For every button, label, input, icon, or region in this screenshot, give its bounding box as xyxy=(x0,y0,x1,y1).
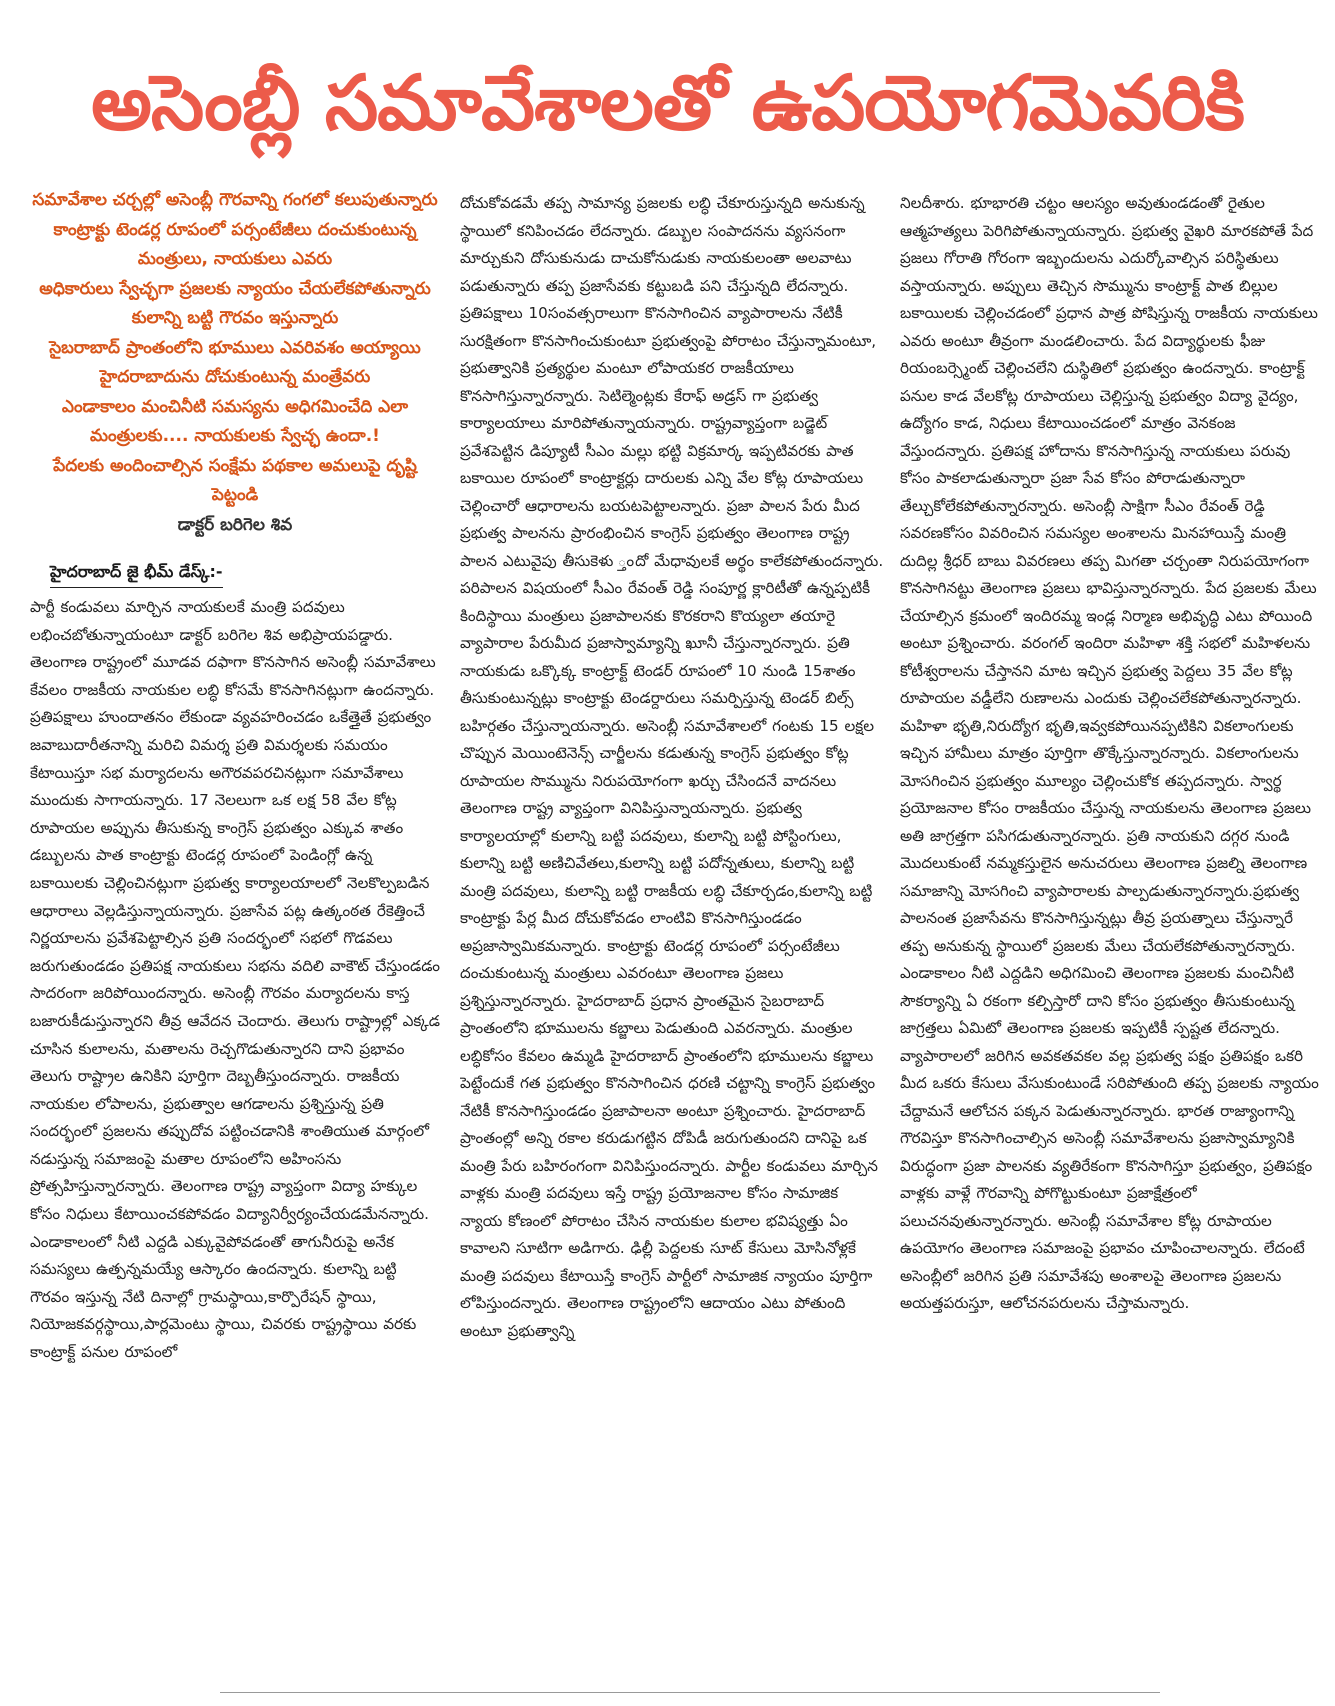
bottom-divider xyxy=(220,1692,1160,1693)
highlights-box xyxy=(30,186,440,540)
highlight-item: హైదరాబాదును దోచుకుంటున్న మంత్రేవరు xyxy=(99,367,371,387)
headline: అసెంబ్లీ సమావేశాలతో ఉపయోగమెవరికి xyxy=(91,58,1244,147)
article-column-3-text: నిలదీశారు. భూభారతి చట్టం ఆలస్యం అవుతుండడంతో రైతుల ఆత్మహత్యలు పెరిగిపోతున్నాయన్నారు. ప్రభుత్వ వైఖరి మారకపోతే పేద ప్రజలు గోరాతి గోరంగా ఇబ్బందులను ఎదుర్కోవాల్సిన పరిస్థితులు వస్తాయన్నారు. అప్పులు తెచ్చిన సొమ్మును కాంట్రాక్ట్ పాత బిల్లుల బకాయిలకు చెల్లించడంలో ప్రధాన పాత్ర పోషిస్తున్న రాజకీయ నాయకులు ఎవరు అంటూ తీవ్రంగా మండలించారు. పేద విద్యార్థులకు ఫీజు రియంబర్స్మెంట్ చెల్లించలేని దుస్థితిలో ప్రభుత్వం ఉందన్నారు. కాంట్రాక్ట్ పనుల కాడ వేలకోట్ల రూపాయలు చెల్లిస్తున్న ప్రభుత్వం విద్యా వైద్యం, ఉద్యోగం కాడ, నిధులు కేటాయించడంలో మాత్రం వెనకంజ వేస్తుందన్నారు. ప్రతిపక్ష హోదాను కొనసాగిస్తున్న నాయకులు పరువు కోసం పాకలాడుతున్నారా ప్రజా సేవ కోసం పోరాడుతున్నారా తేల్చుకోలేకపోతున్నారన్నారు. అసెంబ్లీ సాక్షిగా సీఎం రేవంత్ రెడ్డి సవరణకోసం వివరించిన సమస్యల అంశాలను మినహాయిస్తే మంత్రి దుదిల్ల శ్రీధర్ బాబు వివరణలు తప్ప మిగతా చర్చంతా నిరుపయోగంగా కొనసాగినట్టు తెలంగాణ ప్రజలు భావిస్తున్నారన్నారు. పేద ప్రజలకు మేలు చేయాల్సిన క్రమంలో ఇందిరమ్మ ఇండ్ల నిర్మాణ అభివృద్ధి ఎటు పోయింది అంటూ ప్రశ్నించారు. వరంగల్ ఇందిరా మహిళా శక్తి సభలో మహిళలను కోటీశ్వరాలను చేస్తానని మాట ఇచ్చిన ప్రభుత్వ పెద్దలు 35 వేల కోట్ల రూపాయల వడ్డీలేని రుణాలను ఎందుకు చెల్లించలేకపోతున్నారన్నారు. మహిళా భృతి,నిరుద్యోగ భృతి,ఇవ్వకపోయినప్పటికిని వికలాంగులకు ఇచ్చిన హామీలు మాత్రం పూర్తిగా తొక్కేస్తున్నారన్నారు. వికలాంగులను మోసగించిన ప్రభుత్వం మూల్యం చెల్లించుకోక తప్పదన్నారు. స్వార్థ ప్రయోజనాల కోసం రాజకీయం చేస్తున్న నాయకులను తెలంగాణ ప్రజలు అతి జాగ్రత్తగా పసిగడుతున్నారన్నారు. ప్రతి నాయకుని దగ్గర నుండి మొదలుకుంటే నమ్మకస్తులైన అనుచరులు తెలంగాణ ప్రజల్ని తెలంగాణ సమాజాన్ని మోసగించి వ్యాపారాలకు పాల్పడుతున్నారన్నారు.ప్రభుత్వ పాలనంత ప్రజాసేవను కొనసాగిస్తున్నట్లు తీవ్ర ప్రయత్నాలు చేస్తున్నారే తప్ప అనుకున్న స్థాయిలో ప్రజలకు మేలు చేయలేకపోతున్నారన్నారు. ఎండాకాలం నీటి ఎద్దడిని అధిగమించి తెలంగాణ ప్రజలకు మంచినీటి సౌకర్యాన్ని ఏ రకంగా కల్పిస్తారో దాని కోసం ప్రభుత్వం తీసుకుంటున్న జాగ్రత్తలు ఏమిటో తెలంగాణ ప్రజలకు ఇప్పటికీ స్పష్టత లేదన్నారు. వ్యాపారాలలో జరిగిన అవకతవకల వల్ల ప్రభుత్వ పక్షం ప్రతిపక్షం ఒకరి మీద ఒకరు కేసులు వేసుకుంటుండే సరిపోతుంది తప్ప ప్రజలకు న్యాయం చేద్దామనే ఆలోచన పక్కన పెడుతున్నారన్నారు. భారత రాజ్యాంగాన్ని గౌరవిస్తూ కొనసాగించాల్సిన అసెంబ్లీ సమావేశాలను ప్రజాస్వామ్యానికి విరుద్ధంగా ప్రజా పాలనకు వ్యతిరేకంగా కొనసాగిస్తూ ప్రభుత్వం, ప్రతిపక్షం వాళ్లకు వాళ్లే గౌరవాన్ని పోగొట్టుకుంటూ ప్రజాక్షేత్రంలో పలుచనవుతున్నారన్నారు. అసెంబ్లీ సమావేశాల కోట్ల రూపాయల ఉపయోగం తెలంగాణ సమాజంపై ప్రభావం చూపించాలన్నారు. లేదంటే అసెంబ్లీలో జరిగిన ప్రతి సమావేశపు అంశాలపై తెలంగాణ ప్రజలను అయత్తపరుస్తూ, ఆలోచనపరులను చేస్తామన్నారు. xyxy=(900,194,1319,1312)
article-column-2-text: దోచుకోవడమే తప్ప సామాన్య ప్రజలకు లబ్ధి చేకూరుస్తున్నది అనుకున్న స్థాయిలో కనిపించడం లేదన్నారు. డబ్బుల సంపాదనను వ్యసనంగా మార్చుకుని దోసుకునుడు దాచుకోనుడుకు నాయకులంతా అలవాటు పడుతున్నారు తప్ప ప్రజాసేవకు కట్టుబడి పని చేస్తున్నది లేదన్నారు. ప్రతిపక్షాలు 10సంవత్సరాలుగా కొనసాగించిన వ్యాపారాలను నేటికీ సురక్షితంగా కొనసాగించుకుంటూ ప్రభుత్వంపై పోరాటం చేస్తున్నామంటూ, ప్రభుత్వానికి ప్రత్యర్థుల మంటూ లోపాయకర రాజకీయాలు కొనసాగిస్తున్నారన్నారు. సెటిల్మెంట్లకు కేరాఫ్ అడ్రస్ గా ప్రభుత్వ కార్యాలయాలు మారిపోతున్నాయన్నారు. రాష్ట్రవ్యాప్తంగా బడ్జెట్ ప్రవేశపెట్టిన డిప్యూటీ సీఎం మల్లు భట్టి విక్రమార్క ఇప్పటివరకు పాత బకాయిల రూపంలో కాంట్రాక్టర్లు దారులకు ఎన్ని వేల కోట్ల రూపాయలు చెల్లించారో ఆధారాలను బయటపెట్టాలన్నారు. ప్రజా పాలన పేరు మీద ప్రభుత్వ పాలనను ప్రారంభించిన కాంగ్రెస్ ప్రభుత్వం తెలంగాణ రాష్ట్ర పాలన ఎటువైపు తీసుకెళు ్తందో మేధావులకే అర్థం కాలేకపోతుందన్నారు. పరిపాలన విషయంలో సీఎం రేవంత్ రెడ్డి సంపూర్ణ క్లారిటీతో ఉన్నప్పటికీ కిందిస్థాయి మంత్రులు ప్రజాపాలనకు కొరకరాని కొయ్యలా తయారై వ్యాపారాల పేరుమీద ప్రజాస్వామ్యాన్ని ఖూనీ చేస్తున్నారన్నారు. ప్రతి నాయకుడు ఒక్కొక్క కాంట్రాక్ట్ టెండర్ రూపంలో 10 నుండి 15శాతం తీసుకుంటున్నట్లు కాంట్రాక్టు టెండర్దారులు సమర్పిస్తున్న టెండర్ బిల్స్ బహిర్గతం చేస్తున్నాయన్నారు. అసెంబ్లీ సమావేశాలలో గంటకు 15 లక్షల చొప్పున మెయింటెనెన్స్ చార్జీలను కడుతున్న కాంగ్రెస్ ప్రభుత్వం కోట్ల రూపాయల సొమ్మును నిరుపయోగంగా ఖర్చు చేసిందనే వాదనలు తెలంగాణ రాష్ట్ర వ్యాప్తంగా వినిపిస్తున్నాయన్నారు. ప్రభుత్వ కార్యాలయాల్లో కులాన్ని బట్టి పదవులు, కులాన్ని బట్టి పోస్టింగులు, కులాన్ని బట్టి అణిచివేతలు,కులాన్ని బట్టి పదోన్నతులు, కులాన్ని బట్టి మంత్రి పదవులు, కులాన్ని బట్టి రాజకీయ లబ్ధి చేకూర్చడం,కులాన్ని బట్టి కాంట్రాక్టు పేర్ల మీద దోచుకోవడం లాంటివి కొనసాగిస్తుండడం అప్రజాస్వామికమన్నారు. కాంట్రాక్టు టెండర్ల రూపంలో పర్సంటేజీలు దంచుకుంటున్న మంత్రులు ఎవరంటూ తెలంగాణ ప్రజలు ప్రశ్నిస్తున్నారన్నారు. హైదరాబాద్ ప్రధాన ప్రాంతమైన సైబరాబాద్ ప్రాంతంలోని భూములను కబ్జాలు పెడుతుంది ఎవరన్నారు. మంత్రుల లబ్ధికోసం కేవలం ఉమ్మడి హైదరాబాద్ ప్రాంతంలోని భూములను కబ్జాలు పెట్టేందుకే గత ప్రభుత్వం కొనసాగించిన ధరణి చట్టాన్ని కాంగ్రెస్ ప్రభుత్వం నేటికీ కొనసాగిస్తుండడం ప్రజాపాలనా అంటూ ప్రశ్నించారు. హైదరాబాద్ ప్రాంతంల్లో అన్ని రకాల కరుడుగట్టిన దోపిడీ జరుగుతుందని దానిపై ఒక మంత్రి పేరు బహిరంగంగా వినిపిస్తుందన్నారు. పార్టీల కండువలు మార్చిన వాళ్లకు మంత్రి పదవులు ఇస్తే రాష్ట్ర ప్రయోజనాల కోసం సామాజిక న్యాయ కోణంలో పోరాటం చేసిన నాయకుల కులాల భవిష్యత్తు ఏం కావాలని సూటిగా అడిగారు. ఢిల్లీ పెద్దలకు సూట్ కేసులు మోసినోళ్లకే మంత్రి పదవులు కేటాయిస్తే కాంగ్రెస్ పార్టీలో సామాజిక న్యాయం పూర్తిగా లోపిస్తుందన్నారు. తెలంగాణ రాష్ట్రంలోని ఆదాయం ఎటు పోతుంది అంటూ ప్రభుత్వాన్ని xyxy=(460,194,884,1340)
column-3 xyxy=(900,190,1320,1686)
highlight-item: మంత్రులకు.... నాయకులకు స్వేచ్ఛ ఉందా.! xyxy=(90,426,380,446)
highlight-item: సమావేశాల చర్చల్లో అసెంబ్లీ గౌరవాన్ని గంగలో కలుపుతున్నారు xyxy=(32,190,438,210)
byline: డాక్టర్ బరిగెల శివ xyxy=(177,514,293,535)
highlight-item: ఎండాకాలం మంచినీటి సమస్యను అధిగమించేది ఎలా xyxy=(61,396,409,417)
highlight-item: అధికారులు స్వేచ్ఛగా ప్రజలకు న్యాయం చేయలేకపోతున్నారు xyxy=(39,278,431,299)
highlight-item: కులాన్ని బట్టి గౌరవం ఇస్తున్నారు xyxy=(131,308,339,328)
column-1 xyxy=(30,186,440,1686)
desk-label: హైదరాబాద్ జై భీమ్ డేస్క్:- xyxy=(50,562,223,588)
highlight-item: పేదలకు అందించాల్సిన సంక్షేమ పథకాల అమలుపై దృష్టి పెట్టండి xyxy=(53,455,417,505)
column-2 xyxy=(460,190,885,1686)
highlight-item: సైబరాబాద్ ప్రాంతంలోని భూములు ఎవరివశం అయ్యాయి xyxy=(49,337,421,358)
article-column-1-text: పార్టీ కండువలు మార్చిన నాయకులకే మంత్రి పదవులు లభించబోతున్నాయంటూ డాక్టర్ బరిగెల శివ అభిప్రాయపడ్డారు. తెలంగాణ రాష్ట్రంలో మూడవ దఫాగా కొనసాగిన అసెంబ్లీ సమావేశాలు కేవలం రాజకీయ నాయకుల లబ్ధి కోసమే కొనసాగినట్లుగా ఉందన్నారు. ప్రతిపక్షాలు హుందాతనం లేకుండా వ్యవహరించడం ఒకేత్తైతే ప్రభుత్వం జవాబుదారీతనాన్ని మరిచి విమర్శ ప్రతి విమర్శలకు సమయం కేటాయిస్తూ సభ మర్యాదలను అగౌరవపరచినట్లుగా సమావేశాలు ముందుకు సాగాయన్నారు. 17 నెలలుగా ఒక లక్ష 58 వేల కోట్ల రూపాయల అప్పును తీసుకున్న కాంగ్రెస్ ప్రభుత్వం ఎక్కువ శాతం డబ్బులను పాత కాంట్రాక్టు టెండర్ల రూపంలో పెండింగ్లో ఉన్న బకాయిలకు చెల్లించినట్లుగా ప్రభుత్వ కార్యాలయాలలో నెలకొల్పబడిన ఆధారాలు వెల్లడిస్తున్నాయన్నారు. ప్రజాసేవ పట్ల ఉత్కంఠత రేకెత్తించే నిర్ణయాలను ప్రవేశపెట్టాల్సిన ప్రతి సందర్భంలో సభలో గొడవలు జరుగుతుండడం ప్రతిపక్ష నాయకులు సభను వదిలి వాకౌట్ చేస్తుండడం సాదరంగా జరిపోయిందన్నారు. అసెంబ్లీ గౌరవం మర్యాదలను కాస్త బజారుకీడుస్తున్నారని తీవ్ర ఆవేదన చెందారు. తెలుగు రాష్ట్రాల్లో ఎక్కడ చూసిన కులాలను, మతాలను రెచ్చగొడుతున్నారని దాని ప్రభావం తెలుగు రాష్ట్రాల ఉనికిని పూర్తిగా దెబ్బతీస్తుందన్నారు. రాజకీయ నాయకుల లోపాలను, ప్రభుత్వాల ఆగడాలను ప్రశ్నిస్తున్న ప్రతి సందర్భంలో ప్రజలను తప్పుదోవ పట్టించడానికి శాంతియుత మార్గంలో నడుస్తున్న సమాజంపై మతాల రూపంలోని అహింసను ప్రోత్సహిస్తున్నారన్నారు. తెలంగాణ రాష్ట్ర వ్యాప్తంగా విద్యా హక్కుల కోసం నిధులు కేటాయించకపోవడం విద్యానిర్వీర్యంచేయడమేనన్నారు. ఎండాకాలంలో నీటి ఎద్దడి ఎక్కువైపోవడంతో తాగునీరుపై అనేక సమస్యలు ఉత్పన్నమయ్యే ఆస్కారం ఉందన్నారు. కులాన్ని బట్టి గౌరవం ఇస్తున్న నేటి దినాల్లో గ్రామస్థాయి,కార్పొరేషన్ స్థాయి, నియోజకవర్గస్థాయి,పార్లమెంటు స్థాయి, చివరకు రాష్ట్రస్థాయి వరకు కాంట్రాక్ట్ పనుల రూపంలో xyxy=(30,598,440,1362)
highlight-item: కాంట్రాక్టు టెండర్ల రూపంలో పర్సంటేజీలు దంచుకుంటున్న మంత్రులు, నాయకులు ఎవరు xyxy=(53,219,417,269)
